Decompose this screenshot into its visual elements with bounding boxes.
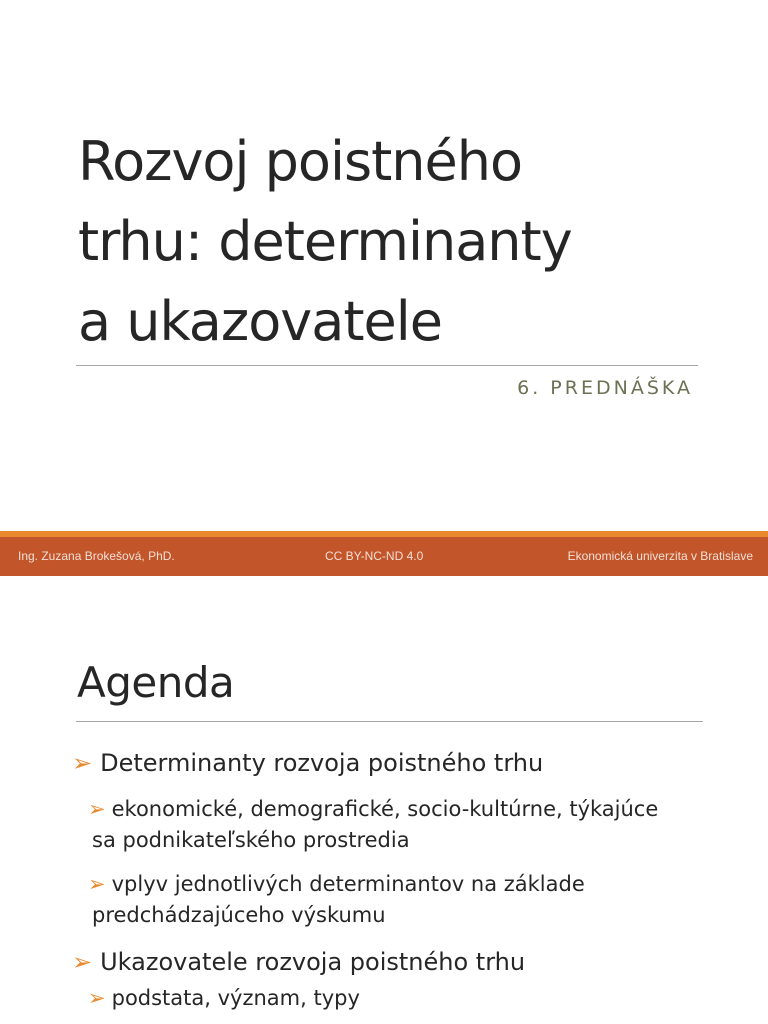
- agenda-item-1-text: Determinanty rozvoja poistného trhu: [100, 749, 544, 777]
- agenda-subitem-2-cont: predchádzajúceho výskumu: [92, 903, 386, 927]
- arrow-bullet-icon: ➢: [88, 872, 106, 896]
- arrow-bullet-icon: ➢: [88, 797, 106, 821]
- agenda-item-2-text: Ukazovatele rozvoja poistného trhu: [100, 948, 526, 976]
- agenda-subitem-1: [88, 794, 713, 856]
- agenda-title: Agenda: [77, 658, 235, 707]
- slide-title-line-3: a ukazovatele: [78, 290, 442, 353]
- agenda-slide: [0, 576, 768, 1024]
- agenda-subitem-2: [88, 869, 713, 931]
- footer-license: CC BY-NC-ND 4.0: [325, 549, 424, 563]
- footer-institution: Ekonomická univerzita v Bratislave: [567, 549, 753, 563]
- arrow-bullet-icon: ➢: [72, 948, 93, 976]
- agenda-item-2: [72, 947, 712, 977]
- footer-author: Ing. Zuzana Brokešová, PhD.: [18, 549, 175, 563]
- slide-title-line-1: Rozvoj poistného: [78, 130, 522, 193]
- arrow-bullet-icon: ➢: [88, 986, 106, 1010]
- slide-title: [78, 122, 718, 362]
- agenda-subitem-3: [88, 983, 713, 1014]
- title-divider: [76, 365, 698, 366]
- agenda-item-1: [72, 748, 712, 778]
- slide-title-line-2: trhu: determinanty: [78, 210, 572, 273]
- agenda-subitem-2-text: vplyv jednotlivých determinantov na základe: [111, 872, 585, 896]
- slide-footer: [0, 537, 768, 576]
- agenda-subitem-1-text: ekonomické, demografické, socio-kultúrne, týkajúce: [111, 797, 659, 821]
- agenda-divider: [76, 721, 703, 722]
- agenda-subitem-1-cont: sa podnikateľského prostredia: [92, 828, 410, 852]
- slide-subtitle: 6. PREDNÁŠKA: [517, 377, 693, 399]
- arrow-bullet-icon: ➢: [72, 749, 93, 777]
- agenda-subitem-3-text: podstata, význam, typy: [111, 986, 360, 1010]
